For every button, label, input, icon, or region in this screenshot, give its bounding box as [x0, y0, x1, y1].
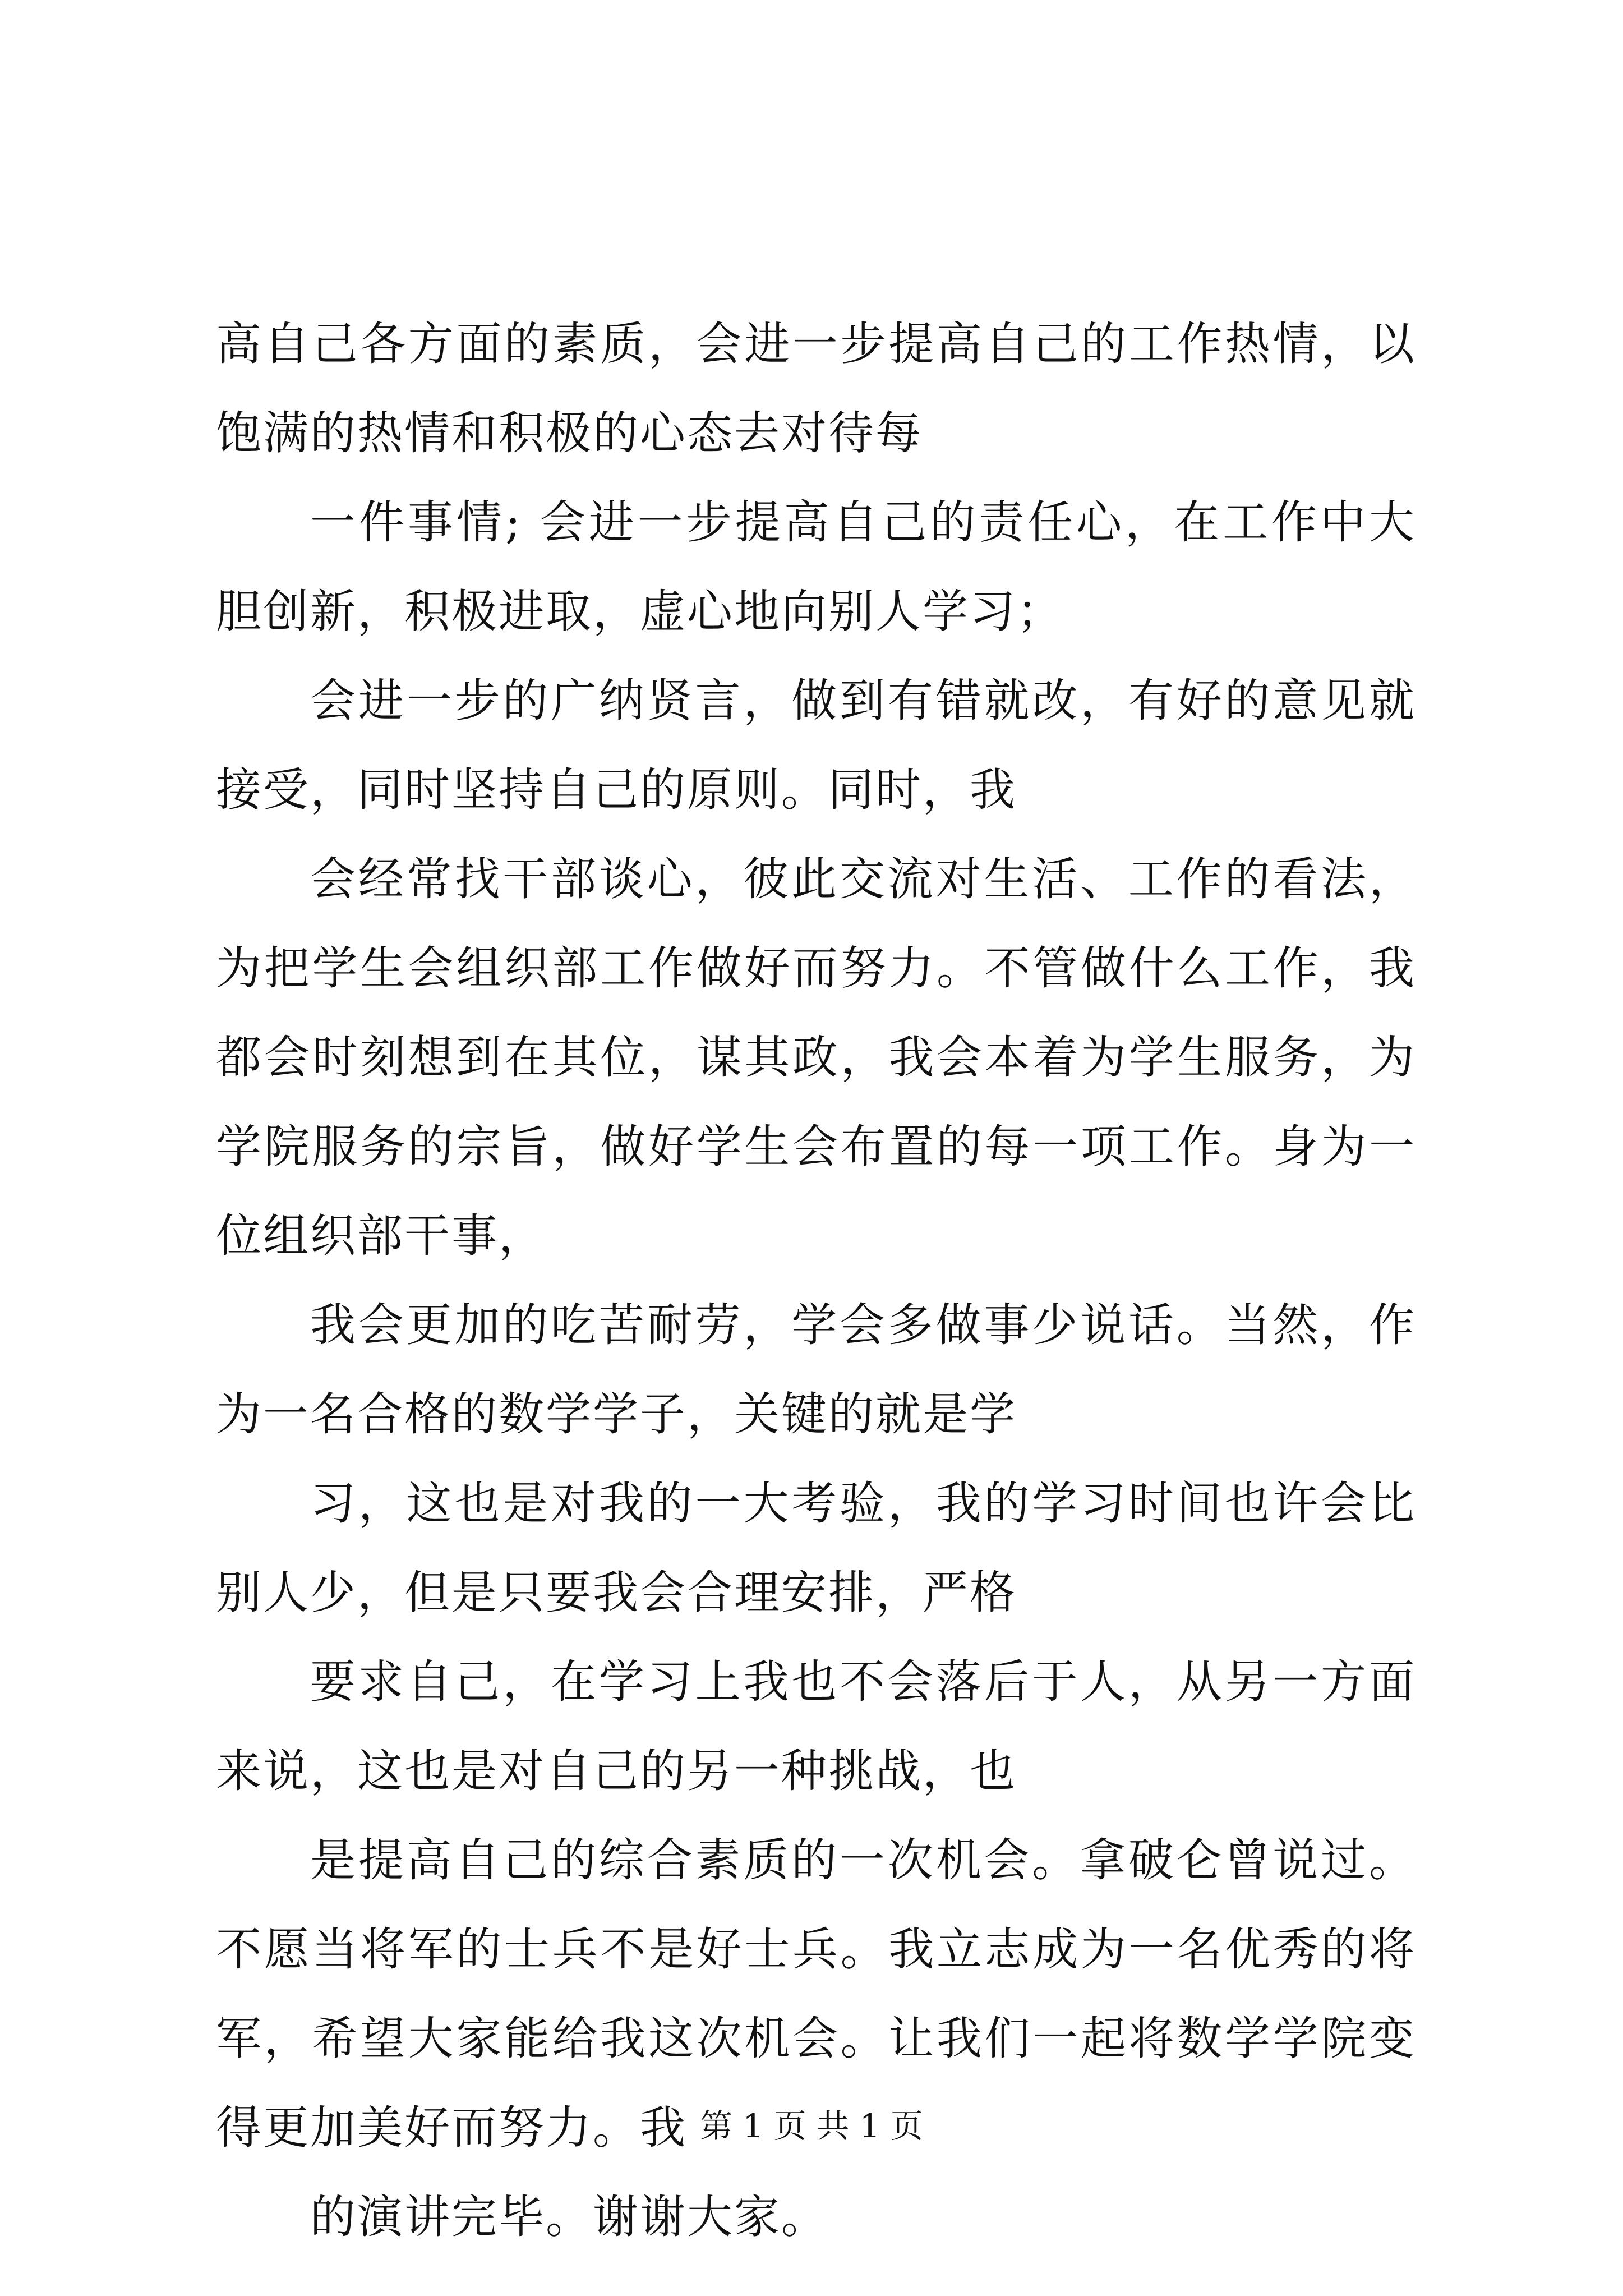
paragraph-1: 高自己各方面的素质，会进一步提高自己的工作热情，以饱满的热情和积极的心态去对待每: [216, 318, 1416, 460]
paragraph-5: 我会更加的吃苦耐劳，学会多做事少说话。当然，作为一名合格的数学学子，关键的就是学: [216, 1299, 1416, 1441]
page-footer: 第 1 页 共 1 页: [700, 2107, 923, 2145]
paragraph-4: 会经常找干部谈心，彼此交流对生活、工作的看法，为把学生会组织部工作做好而努力。不管做什么工作，我都会时刻想到在其位，谋其政，我会本着为学生服务，为学院服务的宗旨，做好学生会布置的每一项工作。身为一位组织部干事，: [216, 853, 1416, 1263]
paragraph-7: 要求自己，在学习上我也不会落后于人，从另一方面来说，这也是对自己的另一种挑战，也: [216, 1656, 1416, 1798]
paragraph-2: 一件事情; 会进一步提高自己的责任心，在工作中大胆创新，积极进取，虚心地向别人学习；: [216, 496, 1416, 638]
paragraph-9: 的演讲完毕。谢谢大家。: [310, 2191, 829, 2244]
paragraph-8: 是提高自己的综合素质的一次机会。拿破仑曾说过。不愿当将军的士兵不是好士兵。我立志成为一名优秀的将军，希望大家能给我这次机会。让我们一起将数学学院变得更加美好而努力。我: [216, 1834, 1416, 2155]
paragraph-6: 习，这也是对我的一大考验，我的学习时间也许会比别人少，但是只要我会合理安排，严格: [216, 1478, 1416, 1619]
paragraph-3: 会进一步的广纳贤言，做到有错就改，有好的意见就接受，同时坚持自己的原则。同时，我: [216, 675, 1416, 817]
body-text: [216, 300, 1416, 2262]
